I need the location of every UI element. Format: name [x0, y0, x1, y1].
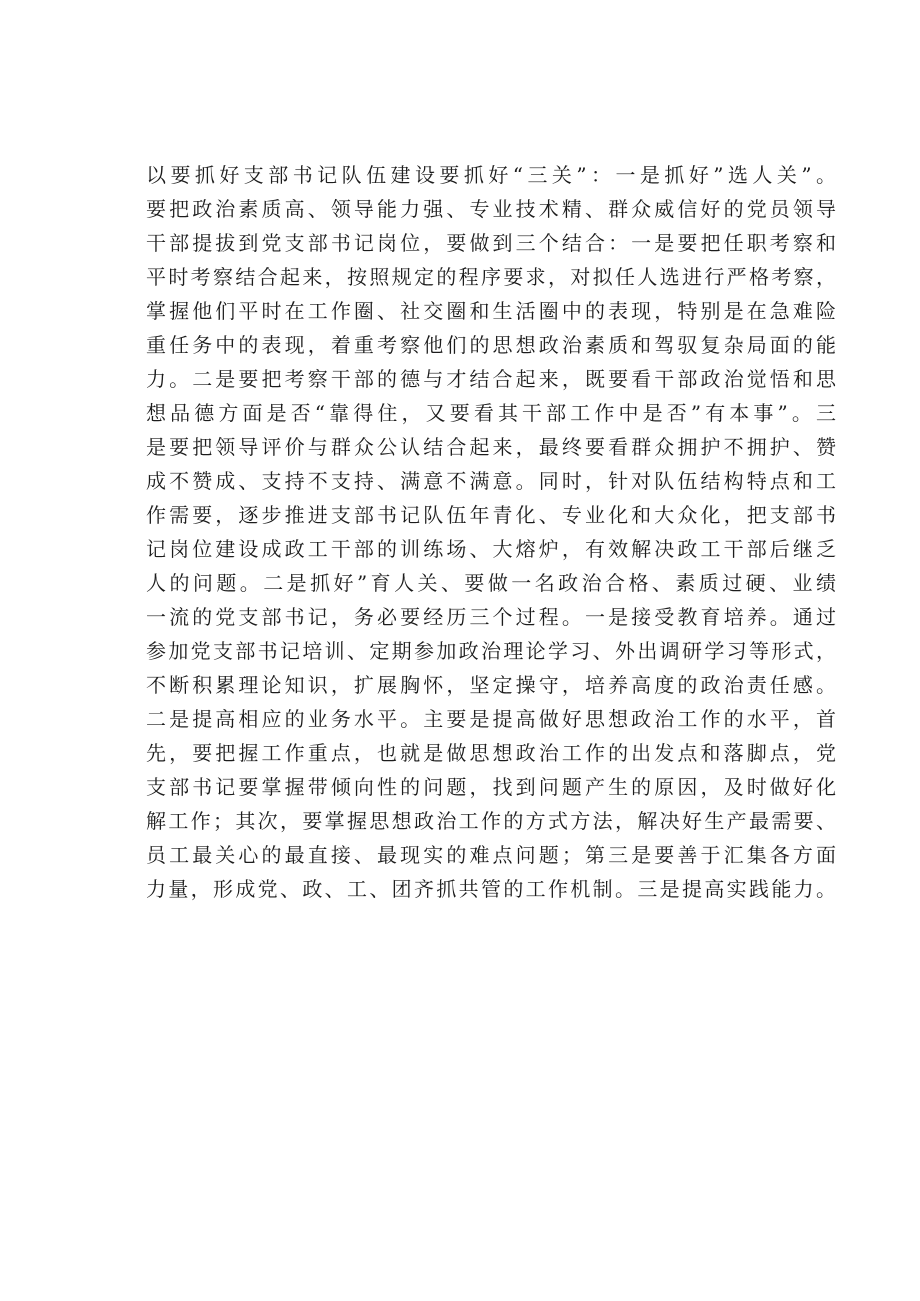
text-line: 掌握他们平时在工作圈、社交圈和生活圈中的表现，特别是在急难险	[146, 299, 836, 323]
text-line: 要把政治素质高、领导能力强、专业技术精、群众威信好的党员领导	[146, 197, 836, 221]
text-line: 力。二是要把考察干部的德与才结合起来，既要看干部政治觉悟和思	[146, 367, 836, 391]
text-line: 解工作；其次，要掌握思想政治工作的方式方法，解决好生产最需要、	[146, 809, 836, 833]
text-line: 记岗位建设成政工干部的训练场、大熔炉，有效解决政工干部后继乏	[146, 537, 836, 561]
text-line: 先，要把握工作重点，也就是做思想政治工作的出发点和落脚点，党	[146, 741, 836, 765]
text-line: 人的问题。二是抓好”育人关、要做一名政治合格、素质过硬、业绩	[146, 571, 836, 595]
text-line: 以要抓好支部书记队伍建设要抓好“三关”：一是抓好”选人关”。	[146, 163, 836, 187]
text-line: 力量，形成党、政、工、团齐抓共管的工作机制。三是提高实践能力。	[146, 877, 836, 901]
text-line: 干部提拔到党支部书记岗位，要做到三个结合：一是要把任职考察和	[146, 231, 836, 255]
text-line: 想品德方面是否“靠得住，又要看其干部工作中是否”有本事”。三	[146, 401, 836, 425]
text-line: 作需要，逐步推进支部书记队伍年青化、专业化和大众化，把支部书	[146, 503, 836, 527]
body-text	[146, 158, 836, 906]
text-line: 平时考察结合起来，按照规定的程序要求，对拟任人选进行严格考察，	[146, 265, 836, 289]
text-line: 员工最关心的最直接、最现实的难点问题；第三是要善于汇集各方面	[146, 843, 836, 867]
text-line: 参加党支部书记培训、定期参加政治理论学习、外出调研学习等形式，	[146, 639, 836, 663]
text-line: 支部书记要掌握带倾向性的问题，找到问题产生的原因，及时做好化	[146, 775, 836, 799]
text-line: 不断积累理论知识，扩展胸怀，坚定操守，培养高度的政治责任感。	[146, 673, 836, 697]
text-line: 重任务中的表现，着重考察他们的思想政治素质和驾驭复杂局面的能	[146, 333, 836, 357]
text-line: 二是提高相应的业务水平。主要是提高做好思想政治工作的水平，首	[146, 707, 836, 731]
text-line: 是要把领导评价与群众公认结合起来，最终要看群众拥护不拥护、赞	[146, 435, 836, 459]
text-line: 一流的党支部书记，务必要经历三个过程。一是接受教育培养。通过	[146, 605, 836, 629]
text-line: 成不赞成、支持不支持、满意不满意。同时，针对队伍结构特点和工	[146, 469, 836, 493]
